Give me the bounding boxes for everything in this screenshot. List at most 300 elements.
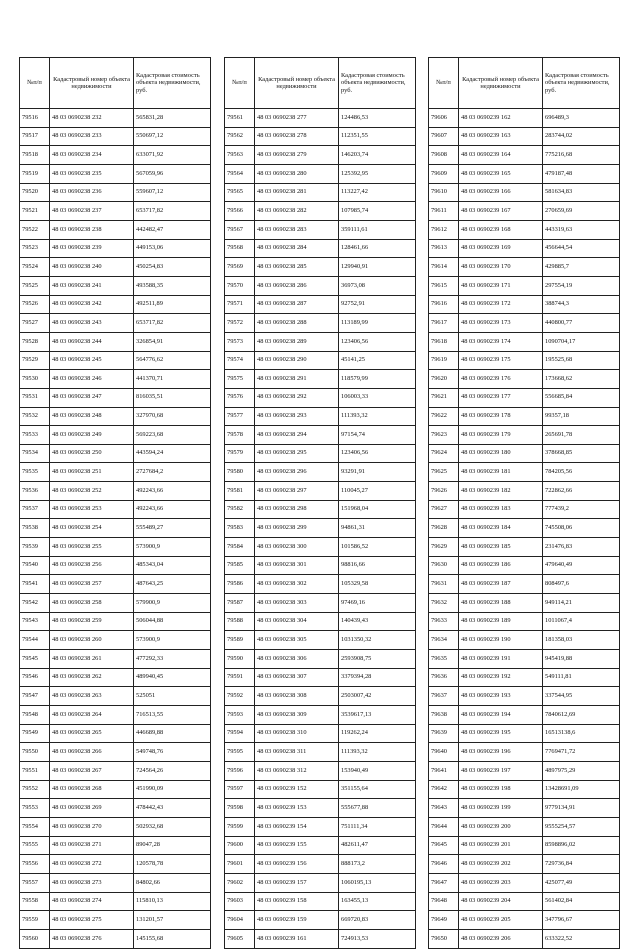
cell-num: 79562 xyxy=(225,127,255,146)
table-row xyxy=(429,780,620,799)
table-row xyxy=(225,295,416,314)
cell-num: 79523 xyxy=(20,239,50,258)
cell-cost: 131201,57 xyxy=(134,911,211,930)
cell-cost: 446689,88 xyxy=(134,724,211,743)
table-row xyxy=(429,687,620,706)
table-row xyxy=(225,668,416,687)
cell-num: 79552 xyxy=(20,780,50,799)
cell-cadastral-number: 48 03 0690238 293 xyxy=(255,407,339,426)
cell-num: 79550 xyxy=(20,743,50,762)
header-code: Кадастровый номер объекта недвижимости xyxy=(50,58,134,109)
cell-cadastral-number: 48 03 0690239 199 xyxy=(459,799,543,818)
table-row xyxy=(225,500,416,519)
table-row xyxy=(225,127,416,146)
table-row xyxy=(225,183,416,202)
cell-cost: 949114,21 xyxy=(543,594,620,613)
header-num: №п/п xyxy=(20,58,50,109)
cell-cost: 97154,74 xyxy=(339,426,416,445)
cell-num: 79628 xyxy=(429,519,459,538)
cell-num: 79586 xyxy=(225,575,255,594)
cell-cost: 106003,33 xyxy=(339,388,416,407)
cell-cost: 105329,58 xyxy=(339,575,416,594)
table-row xyxy=(429,706,620,725)
cell-num: 79524 xyxy=(20,258,50,277)
cell-cadastral-number: 48 03 0690239 163 xyxy=(459,127,543,146)
cell-cost: 451990,09 xyxy=(134,780,211,799)
table-row xyxy=(429,519,620,538)
cell-num: 79608 xyxy=(429,146,459,165)
cell-cadastral-number: 48 03 0690238 232 xyxy=(50,109,134,128)
cell-num: 79563 xyxy=(225,146,255,165)
cell-cost: 653717,82 xyxy=(134,314,211,333)
cell-cost: 297554,19 xyxy=(543,276,620,295)
cell-cost: 3379394,28 xyxy=(339,668,416,687)
cell-num: 79597 xyxy=(225,780,255,799)
cell-cost: 633071,92 xyxy=(134,146,211,165)
table-row xyxy=(429,370,620,389)
cell-cadastral-number: 48 03 0690238 306 xyxy=(255,650,339,669)
cell-cost: 443594,24 xyxy=(134,444,211,463)
cell-num: 79532 xyxy=(20,407,50,426)
table-row xyxy=(225,873,416,892)
cell-num: 79556 xyxy=(20,855,50,874)
cell-cadastral-number: 48 03 0690239 158 xyxy=(255,892,339,911)
table-row xyxy=(20,370,211,389)
cell-cadastral-number: 48 03 0690239 177 xyxy=(459,388,543,407)
cell-cost: 111393,32 xyxy=(339,407,416,426)
cell-num: 79609 xyxy=(429,164,459,183)
table-body xyxy=(20,109,211,949)
table-row xyxy=(429,183,620,202)
cell-num: 79591 xyxy=(225,668,255,687)
header-code: Кадастровый номер объекта недвижимости xyxy=(459,58,543,109)
cell-num: 79546 xyxy=(20,668,50,687)
cell-cadastral-number: 48 03 0690239 156 xyxy=(255,855,339,874)
cell-cadastral-number: 48 03 0690238 266 xyxy=(50,743,134,762)
cell-cost: 549111,81 xyxy=(543,668,620,687)
cell-cost: 1011067,4 xyxy=(543,612,620,631)
cell-cost: 123406,56 xyxy=(339,332,416,351)
table-row xyxy=(225,855,416,874)
table-row xyxy=(225,594,416,613)
header-cost: Кадастровая стоимость объекта недвижимости, руб. xyxy=(543,58,620,109)
cell-cadastral-number: 48 03 0690239 154 xyxy=(255,817,339,836)
cell-cost: 265691,78 xyxy=(543,426,620,445)
cell-cadastral-number: 48 03 0690238 254 xyxy=(50,519,134,538)
table-row xyxy=(429,668,620,687)
cell-cadastral-number: 48 03 0690238 257 xyxy=(50,575,134,594)
cell-num: 79587 xyxy=(225,594,255,613)
cell-cost: 555489,27 xyxy=(134,519,211,538)
cell-cost: 89047,28 xyxy=(134,836,211,855)
cell-cadastral-number: 48 03 0690238 235 xyxy=(50,164,134,183)
cell-cadastral-number: 48 03 0690239 206 xyxy=(459,929,543,948)
table-row xyxy=(20,407,211,426)
table-row xyxy=(20,911,211,930)
cell-num: 79614 xyxy=(429,258,459,277)
cell-cost: 84802,66 xyxy=(134,873,211,892)
cell-cost: 163455,13 xyxy=(339,892,416,911)
cell-cadastral-number: 48 03 0690238 244 xyxy=(50,332,134,351)
cell-num: 79558 xyxy=(20,892,50,911)
cell-num: 79630 xyxy=(429,556,459,575)
cell-cost: 101586,52 xyxy=(339,538,416,557)
cell-num: 79560 xyxy=(20,929,50,948)
cell-cadastral-number: 48 03 0690239 202 xyxy=(459,855,543,874)
cell-cadastral-number: 48 03 0690239 197 xyxy=(459,761,543,780)
cell-num: 79594 xyxy=(225,724,255,743)
cell-cost: 326854,91 xyxy=(134,332,211,351)
cell-num: 79568 xyxy=(225,239,255,258)
table-row xyxy=(20,706,211,725)
cell-cadastral-number: 48 03 0690239 188 xyxy=(459,594,543,613)
cell-cadastral-number: 48 03 0690239 164 xyxy=(459,146,543,165)
cell-cost: 124486,53 xyxy=(339,109,416,128)
cell-cost: 550697,12 xyxy=(134,127,211,146)
table-row xyxy=(429,817,620,836)
cell-cost: 479640,49 xyxy=(543,556,620,575)
header-num: №п/п xyxy=(429,58,459,109)
cell-num: 79559 xyxy=(20,911,50,930)
cell-num: 79553 xyxy=(20,799,50,818)
cell-num: 79650 xyxy=(429,929,459,948)
cell-cost: 1090704,17 xyxy=(543,332,620,351)
cell-num: 79641 xyxy=(429,761,459,780)
cell-cadastral-number: 48 03 0690239 183 xyxy=(459,500,543,519)
cell-num: 79545 xyxy=(20,650,50,669)
cell-cost: 347796,67 xyxy=(543,911,620,930)
cell-cost: 45141,25 xyxy=(339,351,416,370)
cell-cadastral-number: 48 03 0690238 300 xyxy=(255,538,339,557)
cell-cadastral-number: 48 03 0690238 260 xyxy=(50,631,134,650)
cell-cadastral-number: 48 03 0690238 253 xyxy=(50,500,134,519)
cell-cadastral-number: 48 03 0690239 179 xyxy=(459,426,543,445)
cell-num: 79554 xyxy=(20,817,50,836)
cell-num: 79537 xyxy=(20,500,50,519)
cell-cadastral-number: 48 03 0690238 298 xyxy=(255,500,339,519)
cell-cadastral-number: 48 03 0690239 194 xyxy=(459,706,543,725)
cell-cost: 450254,83 xyxy=(134,258,211,277)
cell-cost: 751111,34 xyxy=(339,817,416,836)
cell-num: 79618 xyxy=(429,332,459,351)
cell-num: 79522 xyxy=(20,220,50,239)
cell-cadastral-number: 48 03 0690238 256 xyxy=(50,556,134,575)
cell-cost: 567059,96 xyxy=(134,164,211,183)
cell-cost: 565831,28 xyxy=(134,109,211,128)
cell-num: 79576 xyxy=(225,388,255,407)
cell-cadastral-number: 48 03 0690239 205 xyxy=(459,911,543,930)
table-row xyxy=(20,239,211,258)
cell-cadastral-number: 48 03 0690238 237 xyxy=(50,202,134,221)
cell-cost: 145155,68 xyxy=(134,929,211,948)
cell-cadastral-number: 48 03 0690238 259 xyxy=(50,612,134,631)
table-row xyxy=(20,594,211,613)
cell-cadastral-number: 48 03 0690239 190 xyxy=(459,631,543,650)
cell-cost: 441370,71 xyxy=(134,370,211,389)
cell-cadastral-number: 48 03 0690239 189 xyxy=(459,612,543,631)
cell-num: 79629 xyxy=(429,538,459,557)
table-row xyxy=(225,388,416,407)
table-row xyxy=(429,799,620,818)
cell-cadastral-number: 48 03 0690238 267 xyxy=(50,761,134,780)
table-row xyxy=(20,575,211,594)
table-row xyxy=(20,146,211,165)
cell-cost: 151968,04 xyxy=(339,500,416,519)
table-row xyxy=(225,202,416,221)
cell-cost: 492243,66 xyxy=(134,482,211,501)
cell-cost: 112351,55 xyxy=(339,127,416,146)
table-row xyxy=(20,873,211,892)
table-row xyxy=(225,351,416,370)
cell-cadastral-number: 48 03 0690238 273 xyxy=(50,873,134,892)
cell-cadastral-number: 48 03 0690238 291 xyxy=(255,370,339,389)
cell-cadastral-number: 48 03 0690239 187 xyxy=(459,575,543,594)
cell-cadastral-number: 48 03 0690238 282 xyxy=(255,202,339,221)
cell-cost: 456644,54 xyxy=(543,239,620,258)
cell-num: 79534 xyxy=(20,444,50,463)
cell-num: 79639 xyxy=(429,724,459,743)
cadastre-table-1 xyxy=(19,57,211,949)
cell-cadastral-number: 48 03 0690238 242 xyxy=(50,295,134,314)
table-row xyxy=(20,295,211,314)
cell-cadastral-number: 48 03 0690238 245 xyxy=(50,351,134,370)
cell-num: 79610 xyxy=(429,183,459,202)
cell-num: 79606 xyxy=(429,109,459,128)
cell-cost: 492243,66 xyxy=(134,500,211,519)
cell-cost: 337544,95 xyxy=(543,687,620,706)
cell-cadastral-number: 48 03 0690239 169 xyxy=(459,239,543,258)
cell-num: 79631 xyxy=(429,575,459,594)
cell-cadastral-number: 48 03 0690238 276 xyxy=(50,929,134,948)
cell-cost: 2727684,2 xyxy=(134,463,211,482)
cell-cost: 173668,62 xyxy=(543,370,620,389)
cell-cadastral-number: 48 03 0690238 269 xyxy=(50,799,134,818)
table-row xyxy=(225,911,416,930)
cell-num: 79592 xyxy=(225,687,255,706)
table-row xyxy=(225,444,416,463)
cell-cost: 573900,9 xyxy=(134,538,211,557)
table-row xyxy=(225,575,416,594)
cell-cadastral-number: 48 03 0690238 305 xyxy=(255,631,339,650)
table-row xyxy=(225,631,416,650)
cell-cost: 92752,91 xyxy=(339,295,416,314)
cell-num: 79577 xyxy=(225,407,255,426)
cell-num: 79599 xyxy=(225,817,255,836)
table-row xyxy=(429,836,620,855)
cell-cadastral-number: 48 03 0690239 162 xyxy=(459,109,543,128)
cell-cadastral-number: 48 03 0690238 248 xyxy=(50,407,134,426)
cell-num: 79583 xyxy=(225,519,255,538)
cell-cadastral-number: 48 03 0690238 236 xyxy=(50,183,134,202)
cell-cost: 2503007,42 xyxy=(339,687,416,706)
cell-cadastral-number: 48 03 0690239 182 xyxy=(459,482,543,501)
cell-num: 79518 xyxy=(20,146,50,165)
table-row xyxy=(225,146,416,165)
cell-cadastral-number: 48 03 0690238 268 xyxy=(50,780,134,799)
cell-cadastral-number: 48 03 0690238 292 xyxy=(255,388,339,407)
table-row xyxy=(20,855,211,874)
table-row xyxy=(225,892,416,911)
cell-num: 79585 xyxy=(225,556,255,575)
cell-cost: 945419,88 xyxy=(543,650,620,669)
table-row xyxy=(429,239,620,258)
table-row xyxy=(225,761,416,780)
table-row xyxy=(20,668,211,687)
cell-num: 79567 xyxy=(225,220,255,239)
cell-num: 79605 xyxy=(225,929,255,948)
cell-cost: 123406,56 xyxy=(339,444,416,463)
cell-num: 79526 xyxy=(20,295,50,314)
cell-num: 79649 xyxy=(429,911,459,930)
cell-cost: 569223,68 xyxy=(134,426,211,445)
table-row xyxy=(429,220,620,239)
cell-cost: 13428691,09 xyxy=(543,780,620,799)
cell-cost: 2593908,75 xyxy=(339,650,416,669)
table-row xyxy=(225,743,416,762)
table-row xyxy=(225,687,416,706)
cell-cost: 9555254,57 xyxy=(543,817,620,836)
table-row xyxy=(429,743,620,762)
cell-num: 79602 xyxy=(225,873,255,892)
cell-cost: 573900,9 xyxy=(134,631,211,650)
table-row xyxy=(20,687,211,706)
cell-cost: 487643,25 xyxy=(134,575,211,594)
table-row xyxy=(429,295,620,314)
cell-cadastral-number: 48 03 0690238 255 xyxy=(50,538,134,557)
cell-num: 79519 xyxy=(20,164,50,183)
cell-cost: 113189,99 xyxy=(339,314,416,333)
cell-cost: 99357,18 xyxy=(543,407,620,426)
cell-cost: 722862,66 xyxy=(543,482,620,501)
cell-cost: 777439,2 xyxy=(543,500,620,519)
cell-cadastral-number: 48 03 0690238 289 xyxy=(255,332,339,351)
cell-cadastral-number: 48 03 0690239 200 xyxy=(459,817,543,836)
cell-cost: 98816,66 xyxy=(339,556,416,575)
table-row xyxy=(225,817,416,836)
cell-num: 79543 xyxy=(20,612,50,631)
cell-cadastral-number: 48 03 0690239 175 xyxy=(459,351,543,370)
cell-cost: 1031350,32 xyxy=(339,631,416,650)
cell-cost: 425077,49 xyxy=(543,873,620,892)
cell-num: 79575 xyxy=(225,370,255,389)
table-row xyxy=(225,650,416,669)
table-row xyxy=(225,799,416,818)
cell-num: 79620 xyxy=(429,370,459,389)
cell-num: 79627 xyxy=(429,500,459,519)
cell-cadastral-number: 48 03 0690238 297 xyxy=(255,482,339,501)
table-row xyxy=(20,500,211,519)
table-row xyxy=(429,761,620,780)
cell-cost: 231476,83 xyxy=(543,538,620,557)
cell-num: 79540 xyxy=(20,556,50,575)
cell-cost: 489940,45 xyxy=(134,668,211,687)
cell-num: 79531 xyxy=(20,388,50,407)
cell-num: 79611 xyxy=(429,202,459,221)
cell-num: 79551 xyxy=(20,761,50,780)
header-code: Кадастровый номер объекта недвижимости xyxy=(255,58,339,109)
cell-cadastral-number: 48 03 0690239 196 xyxy=(459,743,543,762)
cell-cost: 378668,85 xyxy=(543,444,620,463)
cell-num: 79527 xyxy=(20,314,50,333)
cell-num: 79604 xyxy=(225,911,255,930)
cell-cadastral-number: 48 03 0690239 201 xyxy=(459,836,543,855)
cell-cadastral-number: 48 03 0690239 192 xyxy=(459,668,543,687)
cell-cadastral-number: 48 03 0690238 299 xyxy=(255,519,339,538)
cell-cost: 146203,74 xyxy=(339,146,416,165)
table-row xyxy=(225,519,416,538)
cell-cadastral-number: 48 03 0690238 252 xyxy=(50,482,134,501)
table-row xyxy=(20,817,211,836)
cell-cost: 556685,84 xyxy=(543,388,620,407)
table-row xyxy=(429,388,620,407)
cell-cadastral-number: 48 03 0690238 238 xyxy=(50,220,134,239)
cell-cost: 442482,47 xyxy=(134,220,211,239)
cell-cost: 724564,26 xyxy=(134,761,211,780)
cell-cost: 283744,02 xyxy=(543,127,620,146)
table-row xyxy=(429,202,620,221)
table-header-row xyxy=(20,58,211,109)
cell-num: 79607 xyxy=(429,127,459,146)
cell-cadastral-number: 48 03 0690239 155 xyxy=(255,836,339,855)
cell-num: 79569 xyxy=(225,258,255,277)
cell-cost: 4897975,29 xyxy=(543,761,620,780)
table-row xyxy=(20,463,211,482)
cell-cost: 581634,83 xyxy=(543,183,620,202)
table-row xyxy=(429,500,620,519)
table-row xyxy=(20,556,211,575)
table-row xyxy=(20,724,211,743)
table-row xyxy=(429,109,620,128)
cell-cadastral-number: 48 03 0690238 302 xyxy=(255,575,339,594)
cell-cost: 115810,13 xyxy=(134,892,211,911)
table-row xyxy=(20,538,211,557)
table-row xyxy=(20,314,211,333)
cell-cost: 549748,76 xyxy=(134,743,211,762)
cell-cost: 107985,74 xyxy=(339,202,416,221)
cell-num: 79595 xyxy=(225,743,255,762)
table-row xyxy=(429,929,620,948)
cell-cost: 119262,24 xyxy=(339,724,416,743)
cell-cost: 7769471,72 xyxy=(543,743,620,762)
cell-cadastral-number: 48 03 0690238 285 xyxy=(255,258,339,277)
table-row xyxy=(429,631,620,650)
cell-cost: 36973,08 xyxy=(339,276,416,295)
table-row xyxy=(20,612,211,631)
table-row xyxy=(20,519,211,538)
cell-cadastral-number: 48 03 0690238 288 xyxy=(255,314,339,333)
cell-cadastral-number: 48 03 0690239 157 xyxy=(255,873,339,892)
cell-num: 79625 xyxy=(429,463,459,482)
table-row xyxy=(429,892,620,911)
cell-num: 79621 xyxy=(429,388,459,407)
cell-cost: 16513138,6 xyxy=(543,724,620,743)
table-row xyxy=(429,351,620,370)
cell-num: 79520 xyxy=(20,183,50,202)
cell-cadastral-number: 48 03 0690239 176 xyxy=(459,370,543,389)
cell-num: 79579 xyxy=(225,444,255,463)
cell-num: 79555 xyxy=(20,836,50,855)
table-row xyxy=(429,575,620,594)
cell-cost: 270659,69 xyxy=(543,202,620,221)
cell-cadastral-number: 48 03 0690238 263 xyxy=(50,687,134,706)
table-row xyxy=(225,258,416,277)
cell-cadastral-number: 48 03 0690238 243 xyxy=(50,314,134,333)
cell-num: 79535 xyxy=(20,463,50,482)
cell-cost: 479187,48 xyxy=(543,164,620,183)
cell-cost: 559607,12 xyxy=(134,183,211,202)
cell-cadastral-number: 48 03 0690238 272 xyxy=(50,855,134,874)
cell-cost: 485343,04 xyxy=(134,556,211,575)
